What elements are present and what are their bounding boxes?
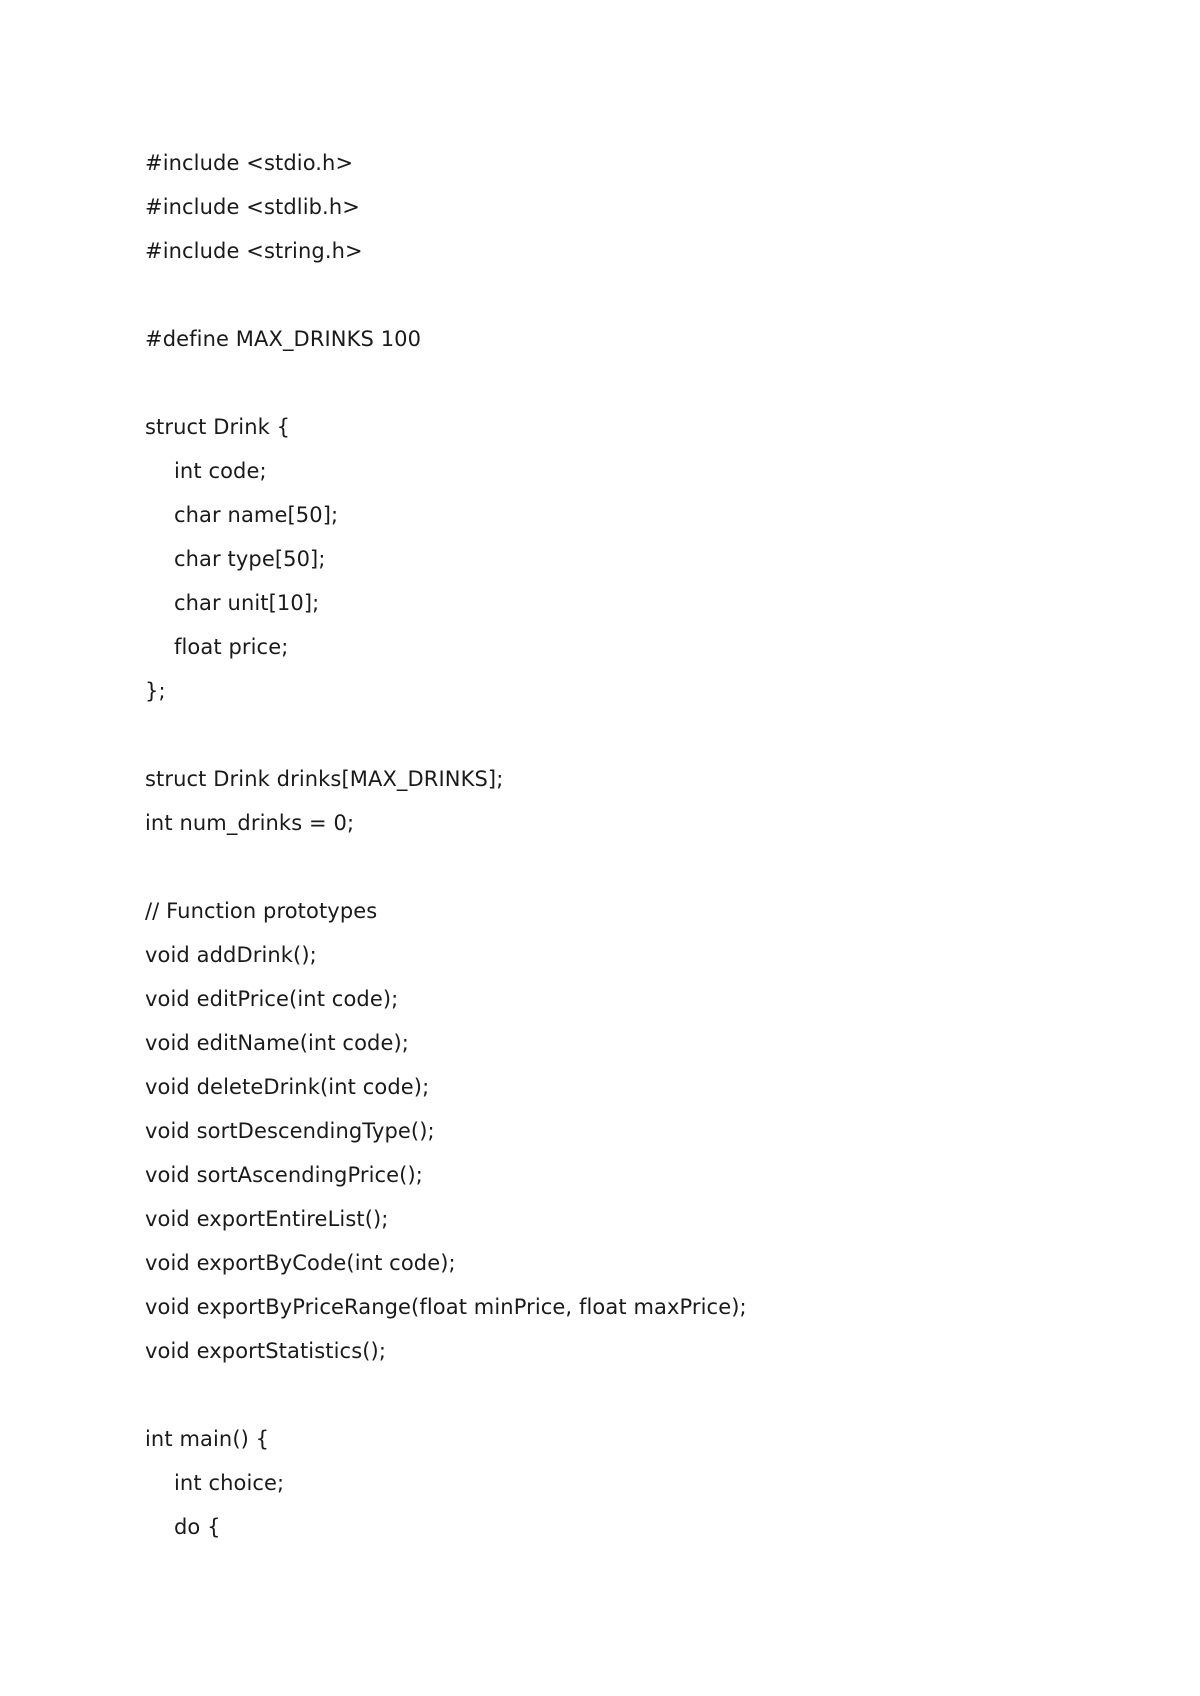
- code-line: struct Drink {: [145, 415, 291, 439]
- code-line: void sortAscendingPrice();: [145, 1163, 423, 1187]
- code-line: #define MAX_DRINKS 100: [145, 327, 422, 351]
- code-line: #include <stdlib.h>: [145, 195, 360, 219]
- blank-line: [145, 1373, 1125, 1417]
- code-line: char name[50];: [174, 503, 339, 527]
- code-line: int code;: [174, 459, 267, 483]
- code-line: void exportStatistics();: [145, 1339, 386, 1363]
- code-line: struct Drink drinks[MAX_DRINKS];: [145, 767, 504, 791]
- code-block: [145, 141, 1125, 1549]
- code-line: void exportByPriceRange(float minPrice, float maxPrice);: [145, 1295, 747, 1319]
- code-line: float price;: [174, 635, 289, 659]
- code-line: void addDrink();: [145, 943, 317, 967]
- blank-line: [145, 273, 1125, 317]
- code-line: #include <stdio.h>: [145, 151, 354, 175]
- code-line: // Function prototypes: [145, 899, 378, 923]
- code-line: void editPrice(int code);: [145, 987, 399, 1011]
- code-line: };: [145, 679, 166, 703]
- code-line: void exportByCode(int code);: [145, 1251, 456, 1275]
- code-line: char unit[10];: [174, 591, 320, 615]
- code-line: void editName(int code);: [145, 1031, 409, 1055]
- code-line: int main() {: [145, 1427, 270, 1451]
- code-line: #include <string.h>: [145, 239, 363, 263]
- code-line: char type[50];: [174, 547, 326, 571]
- code-line: void sortDescendingType();: [145, 1119, 435, 1143]
- code-line: void deleteDrink(int code);: [145, 1075, 430, 1099]
- blank-line: [145, 361, 1125, 405]
- code-line: void exportEntireList();: [145, 1207, 389, 1231]
- blank-line: [145, 845, 1125, 889]
- code-line: do {: [174, 1515, 221, 1539]
- code-line: int num_drinks = 0;: [145, 811, 355, 835]
- blank-line: [145, 713, 1125, 757]
- code-line: int choice;: [174, 1471, 285, 1495]
